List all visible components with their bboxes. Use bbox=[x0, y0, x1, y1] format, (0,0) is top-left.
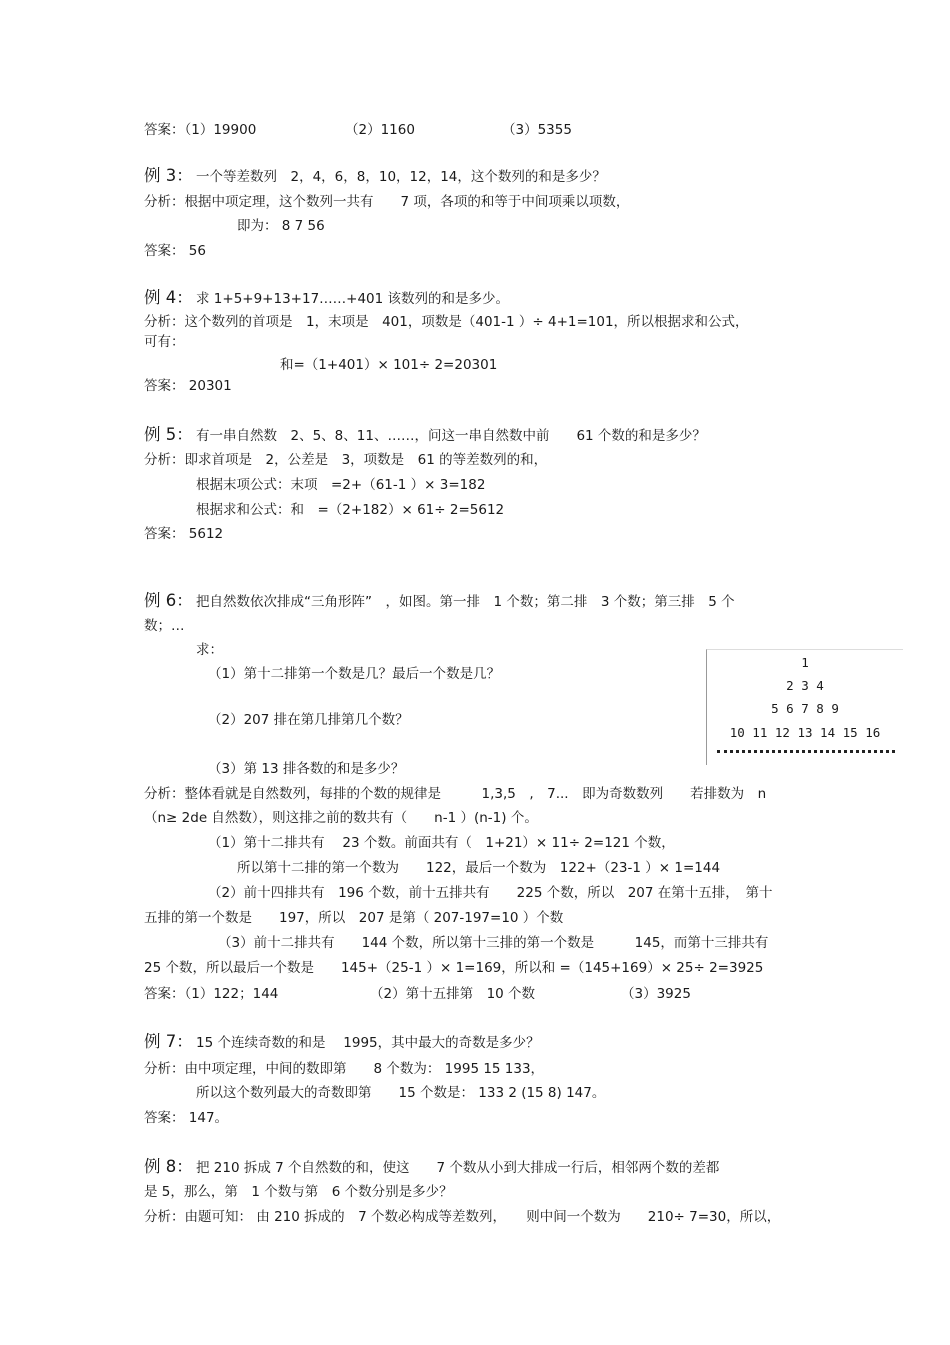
example-3-formula: 即为： 8 7 56 bbox=[237, 218, 325, 234]
example-6-part1: （1）第十二排共有 23 个数。前面共有（ 1+21）× 11÷ 2=121 个数， bbox=[208, 835, 675, 851]
example-6-part2-cont: 五排的第一个数是 197，所以 207 是第（ 207-197=10 ）个数 bbox=[144, 910, 564, 926]
example-6-heading: 例 6： bbox=[144, 591, 193, 610]
example-6-question-cont: 数；… bbox=[144, 618, 185, 634]
example-8-question: 把 210 拆成 7 个自然数的和，使这 7 个数从小到大排成一行后，相邻两个数的差都 bbox=[196, 1160, 720, 1176]
example-5-heading: 例 5： bbox=[144, 425, 193, 444]
triangle-row-4: 10 11 12 13 14 15 16 bbox=[729, 725, 881, 740]
example-4-formula: 和=（1+401）× 101÷ 2=20301 bbox=[280, 357, 498, 373]
example-5-question: 有一串自然数 2、5、8、11、……，问这一串自然数中前 61 个数的和是多少？ bbox=[196, 428, 706, 444]
example-3-answer: 答案： 56 bbox=[144, 243, 206, 259]
example-7-analysis: 分析：由中项定理，中间的数即第 8 个数为： 1995 15 133， bbox=[144, 1061, 545, 1077]
example-4-heading: 例 4： bbox=[144, 288, 193, 307]
triangle-continuation-dots bbox=[717, 750, 895, 757]
example-3-heading: 例 3： bbox=[144, 166, 193, 185]
example-8-analysis: 分析：由题可知： 由 210 拆成的 7 个数必构成等差数列， 则中间一个数为 210÷ 7=30，所以， bbox=[144, 1209, 781, 1225]
example-4-answer: 答案： 20301 bbox=[144, 378, 232, 394]
example-6-q3: （3）第 13 排各数的和是多少？ bbox=[208, 761, 405, 777]
example-6-q2: （2）207 排在第几排第几个数？ bbox=[208, 712, 409, 728]
example-5-sum: 根据求和公式：和 =（2+182）× 61÷ 2=5612 bbox=[196, 502, 505, 518]
example-6-question: 把自然数依次排成“三角形阵” ，如图。第一排 1 个数；第二排 3 个数；第三排 5 个 bbox=[196, 594, 735, 610]
example-7-heading: 例 7： bbox=[144, 1032, 193, 1051]
example-6-part1-cont: 所以第十二排的第一个数为 122，最后一个数为 122+（23-1 ）× 1=144 bbox=[237, 860, 721, 876]
triangle-row-3: 5 6 7 8 9 bbox=[771, 701, 839, 716]
example-6-answer-1: 答案：（1）122；144 bbox=[144, 986, 279, 1002]
example-7-answer: 答案： 147。 bbox=[144, 1110, 229, 1126]
example-4-question: 求 1+5+9+13+17……+401 该数列的和是多少。 bbox=[196, 291, 510, 307]
example-8-heading: 例 8： bbox=[144, 1157, 193, 1176]
example-6-part3: （3）前十二排共有 144 个数，所以第十三排的第一个数是 145，而第十三排共有 bbox=[218, 935, 769, 951]
example-4-analysis-cont: 可有： bbox=[144, 334, 185, 350]
example-5-answer: 答案： 5612 bbox=[144, 526, 224, 542]
example-6-q1: （1）第十二排第一个数是几？最后一个数是几？ bbox=[208, 666, 501, 682]
example-8-question-cont: 是 5，那么，第 1 个数与第 6 个数分别是多少？ bbox=[144, 1184, 453, 1200]
answer-line-1: 答案：（1）19900 bbox=[144, 122, 257, 138]
answer-line-2: （2）1160 bbox=[345, 122, 415, 138]
example-7-analysis-cont: 所以这个数列最大的奇数即第 15 个数是： 133 2 (15 8) 147。 bbox=[196, 1085, 606, 1101]
triangle-row-1: 1 bbox=[801, 655, 809, 670]
example-6-ask: 求： bbox=[196, 642, 223, 658]
example-6-part2: （2）前十四排共有 196 个数，前十五排共有 225 个数，所以 207 在第十五排， 第十 bbox=[208, 885, 773, 901]
example-6-answer-3: （3）3925 bbox=[621, 986, 691, 1002]
example-6-answer-2: （2）第十五排第 10 个数 bbox=[370, 986, 536, 1002]
example-3-question: 一个等差数列 2，4，6，8，10，12，14，这个数列的和是多少？ bbox=[196, 169, 606, 185]
triangle-row-2: 2 3 4 bbox=[786, 678, 824, 693]
example-7-question: 15 个连续奇数的和是 1995，其中最大的奇数是多少？ bbox=[196, 1035, 540, 1051]
triangle-figure bbox=[706, 649, 903, 765]
example-6-analysis: 分析：整体看就是自然数列，每排的个数的规律是 1,3,5 , 7... 即为奇数数列 若排数为 n bbox=[144, 786, 767, 802]
answer-line-3: （3）5355 bbox=[502, 122, 572, 138]
example-5-last-term: 根据末项公式：末项 =2+（61-1 ）× 3=182 bbox=[196, 477, 486, 493]
example-6-part3-cont: 25 个数，所以最后一个数是 145+（25-1 ）× 1=169，所以和 =（145+169）× 25÷ 2=3925 bbox=[144, 960, 764, 976]
example-3-analysis: 分析：根据中项定理，这个数列一共有 7 项，各项的和等于中间项乘以项数， bbox=[144, 194, 630, 210]
example-5-analysis: 分析：即求首项是 2，公差是 3，项数是 61 的等差数列的和， bbox=[144, 452, 548, 468]
example-4-analysis: 分析：这个数列的首项是 1，末项是 401，项数是（401-1 ）÷ 4+1=101，所以根据求和公式， bbox=[144, 314, 749, 330]
example-6-analysis-cont: （n≥ 2de 自然数），则这排之前的数共有（ n-1 ）(n-1) 个。 bbox=[144, 810, 538, 826]
